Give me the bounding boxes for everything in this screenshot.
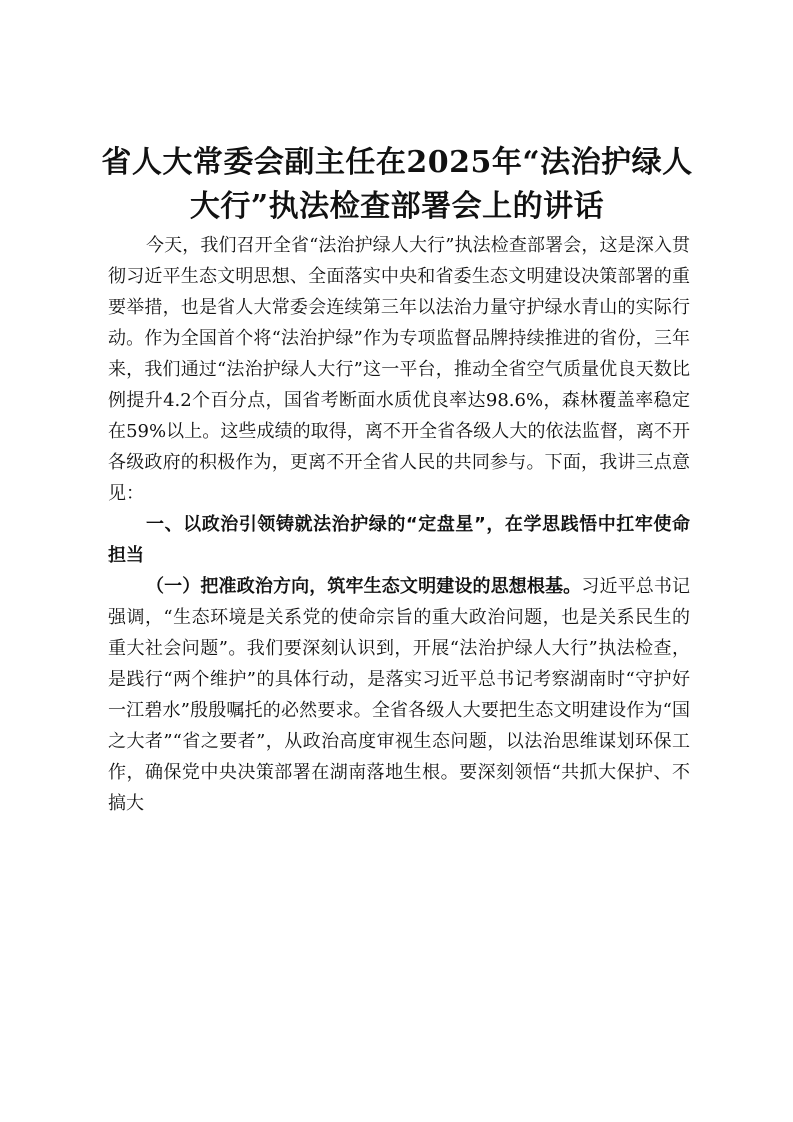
document-body <box>108 230 690 819</box>
document-title: 省人大常委会副主任在2025年“法治护绿人大行”执法检查部署会上的讲话 <box>101 145 693 224</box>
subsection-text-1: 习近平总书记强调，“生态环境是关系党的使命宗旨的重大政治问题，也是关系民生的重大社会问题”。我们要深刻认识到，开展“法治护绿人大行”执法检查，是践行“两个维护”的具体行动，是落实习近平总书记考察湖南时“守护好一江碧水”殷殷嘱托的必然要求。全省各级人大要把生态文明建设作为“国之大者”“省之要者”，从政治高度审视生态问题，以法治思维谋划环保工作，确保党中央决策部署在湖南落地生根。要深刻领悟“共抓大保护、不搞大 <box>108 576 691 814</box>
intro-paragraph: 今天，我们召开全省“法治护绿人大行”执法检查部署会，这是深入贯彻习近平生态文明思想、全面落实中央和省委生态文明建设决策部署的重要举措，也是省人大常委会连续第三年以法治力量守护绿水青山的实际行动。作为全国首个将“法治护绿”作为专项监督品牌持续推进的省份，三年来，我们通过“法治护绿人大行”这一平台，推动全省空气质量优良天数比例提升4.2个百分点，国省考断面水质优良率达98.6%，森林覆盖率稳定在59%以上。这些成绩的取得，离不开全省各级人大的依法监督，离不开各级政府的积极作为，更离不开全省人民的共同参与。下面，我讲三点意见： <box>108 235 690 504</box>
subsection-heading-1: （一）把准政治方向，筑牢生态文明建设的思想根基。 <box>146 576 582 597</box>
section-heading-1: 一、以政治引领铸就法治护绿的“定盘星”，在学思践悟中扛牢使命担当 <box>108 514 690 566</box>
subsection-paragraph-1 <box>108 571 690 819</box>
